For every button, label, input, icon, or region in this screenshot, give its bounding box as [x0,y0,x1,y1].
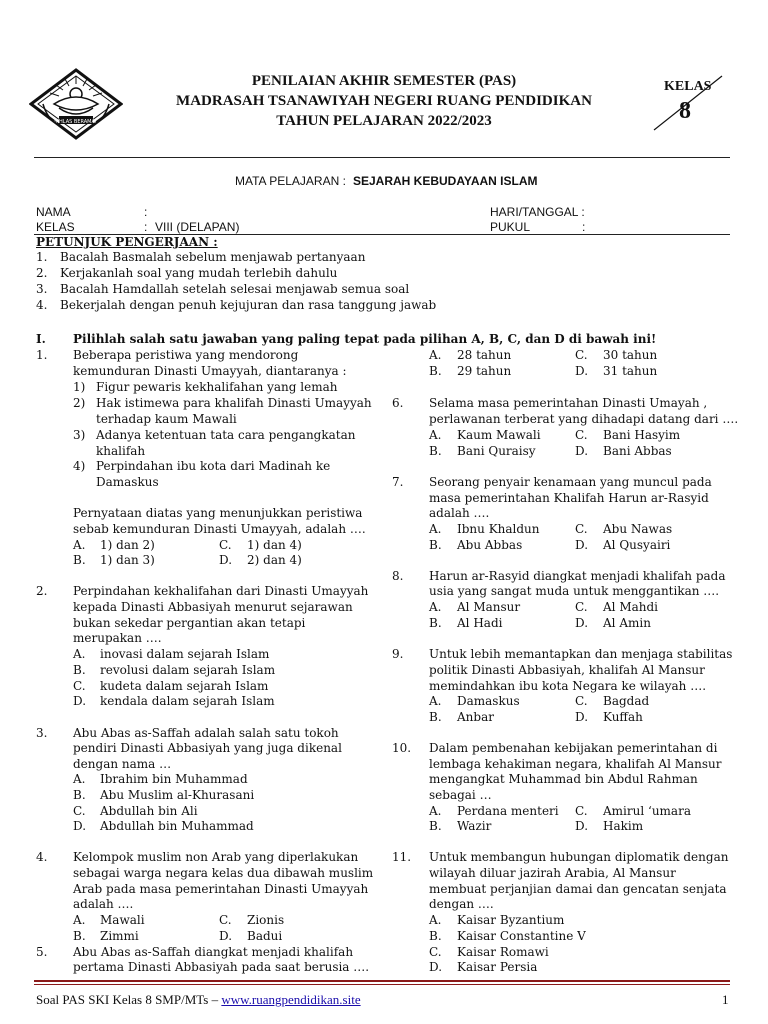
question-number: 4. [36,850,48,864]
option-label: D. [73,694,87,708]
instruction-1-num: 1. [36,250,48,264]
question-stem-line: lembaga kehakiman negara, khalifah Al Mansur [429,757,722,771]
question-number: 1. [36,348,48,362]
question-number: 8. [392,569,404,583]
option-text: Hakim [603,819,644,833]
option-text: Kuffah [603,710,643,724]
question-number: 5. [36,945,48,959]
option-label: A. [73,647,86,661]
question-stem-line: membuat perjanjian damai dan gencatan senjata [429,882,727,896]
header-divider [34,157,730,158]
option-text: Al Mahdi [603,600,659,614]
option-text: Zimmi [100,929,139,943]
question-stem-line: Pernyataan diatas yang menunjukkan peristiwa [73,506,363,520]
option-label: C. [575,804,588,818]
question-number: 3. [36,726,48,740]
option-text: Ibnu Khaldun [457,522,540,536]
question-number: 10. [392,741,412,755]
option-label: B. [73,788,86,802]
option-label: B. [429,538,442,552]
option-text: Al Mansur [457,600,521,614]
option-label: B. [429,819,442,833]
question-number: 11. [392,850,412,864]
question-number: 9. [392,647,404,661]
question-stem-line: pertama Dinasti Abbasiyah pada saat berusia …. [73,960,370,974]
footer-divider-thick [34,980,730,982]
option-label: D. [575,616,589,630]
option-label: D. [575,819,589,833]
option-text: 31 tahun [603,364,658,378]
option-label: D. [73,819,87,833]
question-stem-line: politik Dinasti Abbasiyah, khalifah Al Mansur [429,663,705,677]
question-stem-line: masa pemerintahan Khalifah Harun ar-Rasyid [429,491,709,505]
point-number: 4) [73,459,86,473]
question-stem-line: Dalam pembenahan kebijakan pemerintahan di [429,741,718,755]
option-text: revolusi dalam sejarah Islam [100,663,276,677]
option-text: 29 tahun [457,364,512,378]
instruction-4: Bekerjalah dengan penuh kejujuran dan rasa tanggung jawab [60,298,437,312]
option-label: C. [73,804,86,818]
question-stem-line: Untuk lebih memantapkan dan menjaga stabilitas [429,647,733,661]
question-stem-line: sebagai warga negara kelas dua dibawah muslim [73,866,374,880]
point-text: Damaskus [96,475,159,489]
question-stem-line: kemunduran Dinasti Umayyah, diantaranya : [73,364,347,378]
option-label: C. [73,679,86,693]
footer-divider-thin [34,984,730,985]
option-label: A. [429,428,442,442]
option-label: A. [429,913,442,927]
question-stem-line: mengangkat Muhammad bin Abdul Rahman [429,772,698,786]
question-stem-line: bukan sekedar pergantian akan tetapi [73,616,306,630]
option-text: 1) dan 2) [100,538,155,552]
option-label: D. [429,960,443,974]
question-stem-line: Beberapa peristiwa yang mendorong [73,348,299,362]
nama-colon: : [144,205,148,219]
question-stem-line: adalah …. [429,506,490,520]
option-text: Mawali [100,913,145,927]
option-label: B. [73,929,86,943]
question-stem-line: dengan nama … [73,757,172,771]
option-text: Abu Abbas [457,538,523,552]
option-text: Badui [247,929,283,943]
point-text: Hak istimewa para khalifah Dinasti Umayyah [96,396,372,410]
option-label: C. [429,945,442,959]
point-text: Perpindahan ibu kota dari Madinah ke [96,459,331,473]
option-text: Abu Nawas [603,522,673,536]
option-text: Zionis [247,913,285,927]
option-label: D. [575,364,589,378]
footer-text [36,992,361,1008]
option-label: C. [575,522,588,536]
point-text: khalifah [96,444,146,458]
question-number: 7. [392,475,404,489]
option-label: D. [575,710,589,724]
option-text: Abu Muslim al-Khurasani [100,788,255,802]
question-number: 6. [392,396,404,410]
question-stem-line: sebab kemunduran Dinasti Umayyah, adalah …. [73,522,366,536]
option-text: Ibrahim bin Muhammad [100,772,248,786]
diagonal-slash-icon [648,74,728,134]
question-stem-line: Kelompok muslim non Arab yang diperlakukan [73,850,359,864]
question-stem-line: pendiri Dinasti Abbasiyah yang juga dikenal [73,741,342,755]
instruction-3-num: 3. [36,282,48,296]
option-text: 1) dan 3) [100,553,155,567]
school-name: MADRASAH TSANAWIYAH NEGERI RUANG PENDIDIKAN [176,93,592,109]
option-text: Damaskus [457,694,520,708]
point-number: 1) [73,380,86,394]
option-text: inovasi dalam sejarah Islam [100,647,270,661]
option-label: C. [575,600,588,614]
point-text: terhadap kaum Mawali [96,412,237,426]
option-label: B. [429,929,442,943]
question-stem-line: memindahkan ibu kota Negara ke wilayah …. [429,679,707,693]
option-label: D. [219,553,233,567]
hari-tanggal-label: HARI/TANGGAL : [490,205,585,219]
point-text: Adanya ketentuan tata cara pengangkatan [96,428,356,442]
section-title: Pilihlah salah satu jawaban yang paling tepat pada pilihan A, B, C, dan D di bawah ini! [73,332,657,346]
option-label: D. [575,538,589,552]
option-text: Abdullah bin Muhammad [100,819,254,833]
pukul-colon: : [582,220,586,234]
option-label: B. [429,364,442,378]
point-number: 3) [73,428,86,442]
kelas-number: 8 [679,98,691,124]
option-text: Kaisar Constantine V [457,929,586,943]
kemenag-logo [29,68,123,140]
question-stem-line: Seorang penyair kenamaan yang muncul pada [429,475,712,489]
question-number: 2. [36,584,48,598]
kelas-label: KELAS [664,79,712,94]
option-text: Al Qusyairi [603,538,671,552]
question-stem-line: Arab pada masa pemerintahan Dinasti Umayyah [73,882,369,896]
option-text: 30 tahun [603,348,658,362]
subject-value: SEJARAH KEBUDAYAAN ISLAM [353,174,538,188]
option-text: Bagdad [603,694,650,708]
question-stem-line: usia yang sangat muda untuk menggantikan …. [429,584,720,598]
footer-prefix: Soal PAS SKI Kelas 8 SMP/MTs – [36,992,222,1007]
instruction-1: Bacalah Basmalah sebelum menjawab pertanyaan [60,250,366,264]
option-label: B. [429,444,442,458]
option-label: C. [575,348,588,362]
option-label: D. [575,444,589,458]
question-stem-line: Selama masa pemerintahan Dinasti Umayah , [429,396,708,410]
option-text: Perdana menteri [457,804,559,818]
option-text: Wazir [457,819,492,833]
option-label: B. [73,663,86,677]
option-label: A. [73,772,86,786]
option-text: 2) dan 4) [247,553,302,567]
question-stem-line: Harun ar-Rasyid diangkat menjadi khalifah pada [429,569,726,583]
option-text: Bani Hasyim [603,428,681,442]
option-text: Bani Abbas [603,444,672,458]
option-label: A. [429,348,442,362]
page-number: 1 [722,992,729,1007]
option-label: C. [575,428,588,442]
question-stem-line: perlawanan terberat yang dihadapi datang dari …. [429,412,739,426]
question-stem-line: Perpindahan kekhalifahan dari Dinasti Umayyah [73,584,369,598]
option-text: Kaisar Persia [457,960,538,974]
question-stem-line: Untuk membangun hubungan diplomatik dengan [429,850,729,864]
option-text: Bani Quraisy [457,444,536,458]
option-label: D. [219,929,233,943]
question-stem-line: Abu Abas as-Saffah diangkat menjadi khalifah [73,945,354,959]
academic-year: TAHUN PELAJARAN 2022/2023 [276,113,492,129]
question-stem-line: kepada Dinasti Abbasiyah menurut sejarawan [73,600,353,614]
option-text: Al Hadi [457,616,503,630]
option-text: Kaisar Romawi [457,945,549,959]
instruction-2: Kerjakanlah soal yang mudah terlebih dahulu [60,266,338,280]
point-text: Figur pewaris kekhalifahan yang lemah [96,380,338,394]
option-label: C. [575,694,588,708]
option-text: 28 tahun [457,348,512,362]
option-label: A. [73,538,86,552]
nama-label: NAMA [36,205,71,219]
option-text: Anbar [457,710,494,724]
question-stem-line: sebagai … [429,788,492,802]
question-stem-line: Abu Abas as-Saffah adalah salah satu tokoh [73,726,339,740]
option-label: B. [429,710,442,724]
option-text: Abdullah bin Ali [100,804,198,818]
option-label: A. [73,913,86,927]
exam-title: PENILAIAN AKHIR SEMESTER (PAS) [251,73,517,89]
option-text: Kaum Mawali [457,428,541,442]
option-label: C. [219,538,232,552]
question-stem-line: dengan …. [429,897,494,911]
kelas-field-label: KELAS [36,220,75,234]
option-text: Amirul ‘umara [603,804,691,818]
option-text: 1) dan 4) [247,538,302,552]
option-text: kudeta dalam sejarah Islam [100,679,269,693]
instruction-4-num: 4. [36,298,48,312]
svg-text:IKHLAS BERAMAL: IKHLAS BERAMAL [54,119,98,125]
option-label: A. [429,522,442,536]
instruction-3: Bacalah Hamdallah setelah selesai menjawab semua soal [60,282,410,296]
question-stem-line: merupakan …. [73,631,162,645]
section-numeral: I. [36,332,46,346]
question-stem-line: adalah …. [73,897,134,911]
pukul-label: PUKUL [490,220,531,234]
option-label: B. [73,553,86,567]
option-label: B. [429,616,442,630]
option-text: Kaisar Byzantium [457,913,565,927]
instructions-title: PETUNJUK PENGERJAAN : [36,235,218,249]
question-stem-line: wilayah diluar jazirah Arabia, Al Mansur [429,866,676,880]
option-text: Al Amin [603,616,651,630]
subject-label: MATA PELAJARAN : [235,174,346,188]
kelas-value: VIII (DELAPAN) [155,220,240,234]
footer-website-link[interactable]: www.ruangpendidikan.site [221,992,361,1007]
option-label: A. [429,600,442,614]
option-label: A. [429,804,442,818]
kelas-colon: : [144,220,148,234]
option-label: A. [429,694,442,708]
point-number: 2) [73,396,86,410]
option-text: kendala dalam sejarah Islam [100,694,275,708]
option-label: C. [219,913,232,927]
instruction-2-num: 2. [36,266,48,280]
